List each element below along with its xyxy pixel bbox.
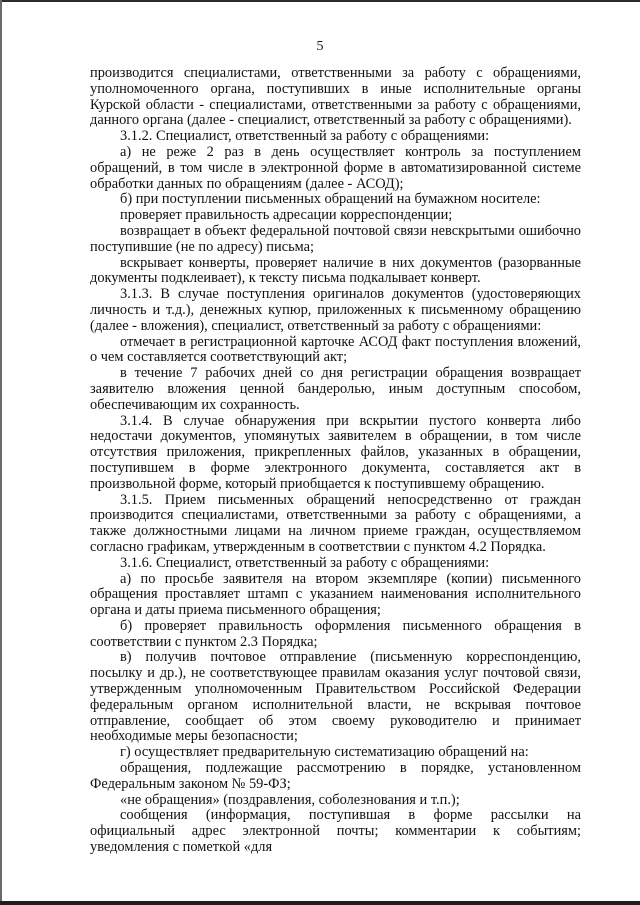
paragraph: г) осуществляет предварительную систематизацию обращений на: <box>120 744 529 761</box>
paragraph: 3.1.3. В случае поступления оригиналов документов (удостоверяющих личность и т.д.), денежных купюр, приложенных к письменному обращению (далее - вложения), специалист, ответственный за работу с обращениями: <box>90 286 581 334</box>
paragraph: «не обращения» (поздравления, соболезнования и т.п.); <box>120 791 460 808</box>
paragraph: возвращает в объект федеральной почтовой связи невскрытыми ошибочно поступившие (не по адресу) письма; <box>90 222 581 255</box>
paragraph: в) получив почтовое отправление (письменную корреспонденцию, посылку и др.), не соответствующее правилам оказания услуг почтовой связи, утвержденным уполномоченным Правительством Российской Федерации федеральным органом исполнительной власти, не вскрывая почтовое отправление, сообщает об этом своему руководителю и принимает необходимые меры безопасности; <box>90 649 581 745</box>
paragraph: 3.1.2. Специалист, ответственный за работу с обращениями: <box>120 128 490 145</box>
page-number: 5 <box>316 39 324 54</box>
paragraph: а) по просьбе заявителя на втором экземпляре (копии) письменного обращения проставляет штамп с указанием наименования исполнительного органа и даты приема письменного обращения; <box>90 570 581 619</box>
paragraph: проверяет правильность адресации корреспонденции; <box>120 207 453 224</box>
paragraph: сообщения (информация, поступившая в форме рассылки на официальный адрес электронной почты; комментарии к событиям; уведомления с пометкой «для <box>90 807 581 856</box>
paragraph: 3.1.4. В случае обнаружения при вскрытии пустого конверта либо недостачи документов, упомянутых заявителем в обращении, в том числе отсутствия приложения, прикрепленных файлов, указанных в обращении, поступившем в форме электронного документа, составляется акт в произвольной форме, который приобщается к поступившему обращению. <box>90 412 581 492</box>
paragraph: в течение 7 рабочих дней со дня регистрации обращения возвращает заявителю вложения ценной бандеролью, иным доступным способом, обеспечивающим их сохранность. <box>90 365 581 413</box>
paragraph: вскрывает конверты, проверяет наличие в них документов (разорванные документы подклеивает), к тексту письма подкалывает конверт. <box>90 254 581 287</box>
paragraph: б) проверяет правильность оформления письменного обращения в соответствии с пунктом 2.3 Порядка; <box>90 617 581 650</box>
scan-left-edge <box>0 0 2 905</box>
paragraph: 3.1.6. Специалист, ответственный за работу с обращениями: <box>120 554 490 571</box>
scan-top-edge <box>0 0 640 2</box>
paragraph: а) не реже 2 раз в день осуществляет контроль за поступлением обращений, в том числе в электронной форме в автоматизированной системе обработки данных по обращениям (далее - АСОД); <box>90 143 581 192</box>
paragraph: отмечает в регистрационной карточке АСОД факт поступления вложений, о чем составляется соответствующий акт; <box>90 333 581 366</box>
scan-bottom-edge <box>0 901 640 905</box>
paragraph: производится специалистами, ответственными за работу с обращениями, уполномоченного органа, поступивших в иные исполнительные органы Курской области - специалистами, ответственными за работу с обращениями, данного органа (далее - специалист, ответственный за работу с обращениями). <box>90 65 581 129</box>
paragraph: б) при поступлении письменных обращений на бумажном носителе: <box>120 191 541 208</box>
paragraph: обращения, подлежащие рассмотрению в порядке, установленном Федеральным законом № 59-ФЗ; <box>90 760 581 792</box>
paragraph: 3.1.5. Прием письменных обращений непосредственно от граждан производится специалистами, ответственными за работу с обращениями, а также должностными лицами на личном приеме граждан, осуществляемом согласно графикам, утвержденным в соответствии с пунктом 4.2 Порядка. <box>90 491 581 555</box>
document-body <box>90 66 581 856</box>
